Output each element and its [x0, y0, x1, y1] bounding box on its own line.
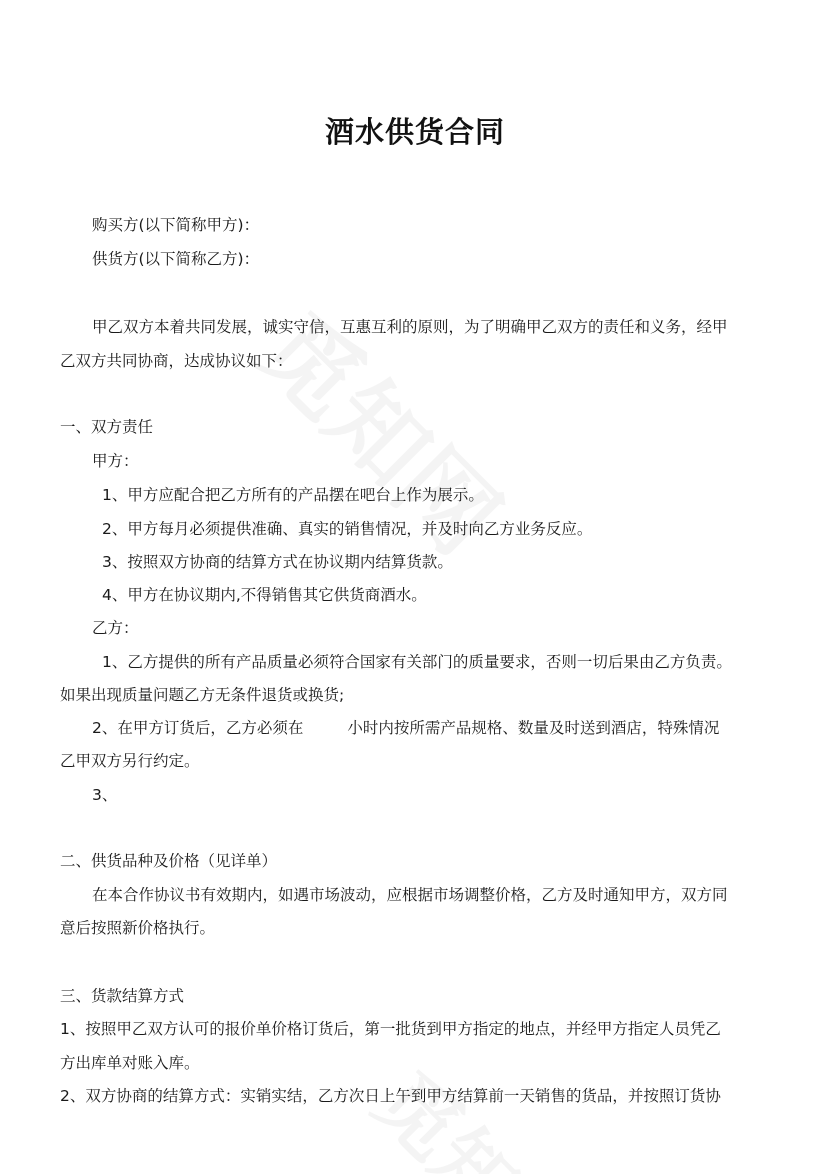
- clause-item: 2、双方协商的结算方式：实销实结，乙方次日上午到甲方结算前一天销售的货品，并按照订货协: [60, 1087, 721, 1105]
- watermark: [354, 1042, 605, 1174]
- paragraph-line: 意后按照新价格执行。: [60, 919, 216, 937]
- clause-item: 4、甲方在协议期内,不得销售其它供货商酒水。: [102, 586, 427, 604]
- party-b-label: 乙方：: [92, 619, 139, 637]
- clause-item: 3、: [92, 786, 118, 804]
- clause-item: 1、甲方应配合把乙方所有的产品摆在吧台上作为展示。: [102, 486, 484, 504]
- clause-item: 2、甲方每月必须提供准确、真实的销售情况，并及时向乙方业务反应。: [102, 520, 593, 538]
- party-a-label: 甲方：: [92, 452, 139, 470]
- clause-text: 2、在甲方订货后，乙方必须在: [92, 719, 304, 737]
- buyer-line: 购买方(以下简称甲方)：: [92, 216, 260, 234]
- clause-item: 1、乙方提供的所有产品质量必须符合国家有关部门的质量要求，否则一切后果由乙方负责。: [102, 653, 732, 671]
- section-heading: 三、货款结算方式: [60, 987, 185, 1005]
- supplier-line: 供货方(以下简称乙方)：: [92, 250, 260, 268]
- clause-item: 1、按照甲乙双方认可的报价单价格订货后，第一批货到甲方指定的地点，并经甲方指定人员凭乙: [60, 1020, 721, 1038]
- clause-item-continued: 乙甲双方另行约定。: [60, 752, 200, 770]
- section-heading: 二、供货品种及价格（见详单）: [60, 852, 278, 870]
- section-heading: 一、双方责任: [60, 418, 154, 436]
- intro-paragraph-line: 乙双方共同协商，达成协议如下：: [60, 352, 293, 370]
- clause-item: [92, 717, 719, 739]
- clause-text: 小时内按所需产品规格、数量及时送到酒店，特殊情况: [347, 719, 720, 737]
- paragraph-line: 在本合作协议书有效期内，如遇市场波动，应根据市场调整价格，乙方及时通知甲方，双方同: [92, 886, 728, 904]
- clause-item: 3、按照双方协商的结算方式在协议期内结算货款。: [102, 553, 453, 571]
- clause-item-continued: 方出库单对账入库。: [60, 1054, 200, 1072]
- intro-paragraph-line: 甲乙双方本着共同发展，诚实守信，互惠互利的原则，为了明确甲乙双方的责任和义务，经甲: [92, 318, 728, 336]
- clause-item-continued: 如果出现质量问题乙方无条件退货或换货;: [60, 686, 345, 704]
- document-title: 酒水供货合同: [324, 115, 505, 149]
